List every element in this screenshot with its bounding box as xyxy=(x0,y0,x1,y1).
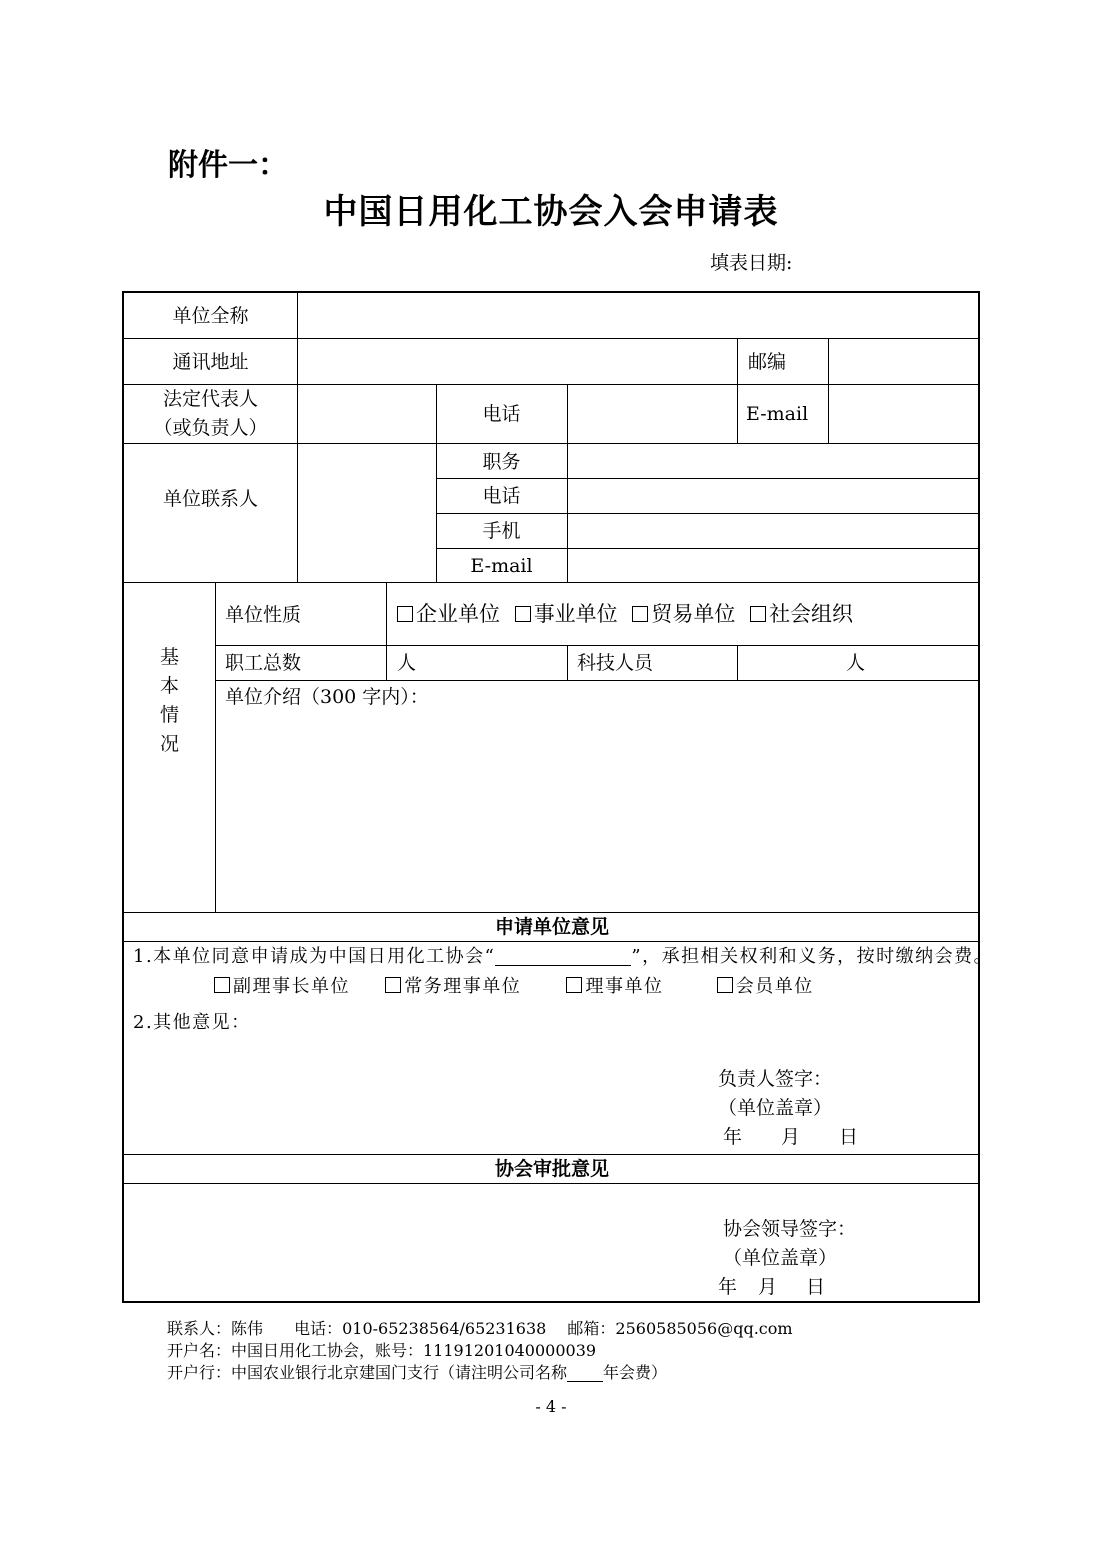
applicant-signature-label: 负责人签字： xyxy=(718,1068,833,1090)
legal-rep-field[interactable] xyxy=(298,385,436,443)
legal-rep-email-field[interactable] xyxy=(829,385,980,443)
contact-mobile-label: 手机 xyxy=(482,520,521,542)
member-level-options xyxy=(214,975,814,999)
postcode-field[interactable] xyxy=(829,339,980,384)
contact-position-label: 职务 xyxy=(482,451,521,473)
application-form xyxy=(122,291,994,1303)
footer-email: 邮箱：2560585056@qq.com xyxy=(567,1319,793,1338)
intro-field[interactable] xyxy=(216,713,980,911)
page-number: - 4 - xyxy=(535,1397,567,1416)
applicant-seal-label: （单位盖章） xyxy=(718,1097,833,1119)
checkbox-icon xyxy=(397,606,413,622)
fill-date-label: 填表日期: xyxy=(710,252,793,274)
unit-name-field[interactable] xyxy=(298,293,980,338)
association-date-month: 月 xyxy=(758,1276,778,1298)
nature-option-institution[interactable]: 事业单位 xyxy=(515,602,618,626)
footer-contact-line xyxy=(167,1316,793,1339)
member-option-standing-director[interactable]: 常务理事单位 xyxy=(385,976,521,997)
legal-rep-phone-field[interactable] xyxy=(568,385,737,443)
legal-rep-sublabel: （或负责人） xyxy=(153,417,268,439)
applicant-date-year: 年 xyxy=(723,1126,743,1148)
contact-mobile-field[interactable] xyxy=(568,514,980,548)
legal-rep-label: 法定代表人 xyxy=(162,388,258,410)
nature-option-social-org[interactable]: 社会组织 xyxy=(750,602,853,626)
checkbox-icon xyxy=(385,977,401,993)
address-label: 通讯地址 xyxy=(172,351,249,373)
tech-staff-label: 科技人员 xyxy=(577,652,654,674)
contact-email-field[interactable] xyxy=(568,549,980,582)
contact-name-field[interactable] xyxy=(298,444,436,582)
footer-contact: 联系人：陈伟 xyxy=(167,1319,264,1338)
applicant-opinion-header: 申请单位意见 xyxy=(494,916,609,938)
checkbox-icon xyxy=(214,977,230,993)
member-level-blank[interactable] xyxy=(495,945,631,966)
checkbox-icon xyxy=(632,606,648,622)
attachment-label: 附件一： xyxy=(168,148,288,183)
intro-label: 单位介绍（300 字内）： xyxy=(225,686,429,708)
applicant-consent-line: 1.本单位同意申请成为中国日用化工协会“ ”，承担相关权利和义务，按时缴纳会费。 xyxy=(133,946,994,967)
other-opinion-label: 2.其他意见： xyxy=(133,1012,251,1033)
contact-label: 单位联系人 xyxy=(162,488,258,510)
member-option-vice-chair[interactable]: 副理事长单位 xyxy=(214,976,350,997)
footer-phone: 电话：010-65238564/65231638 xyxy=(294,1319,547,1338)
staff-total-label: 职工总数 xyxy=(225,652,302,674)
staff-total-unit: 人 xyxy=(397,652,417,674)
applicant-date-month: 月 xyxy=(781,1126,801,1148)
contact-email-label: E-mail xyxy=(470,555,533,577)
member-option-director[interactable]: 理事单位 xyxy=(566,976,663,997)
association-seal-label: （单位盖章） xyxy=(723,1247,838,1269)
basic-info-char-4: 况 xyxy=(159,733,179,755)
page-title: 中国日用化工协会入会申请表 xyxy=(323,192,779,232)
association-date-year: 年 xyxy=(718,1276,738,1298)
nature-option-trade[interactable]: 贸易单位 xyxy=(632,602,735,626)
legal-rep-phone-label: 电话 xyxy=(482,403,521,425)
basic-info-char-1: 基 xyxy=(159,646,179,668)
checkbox-icon xyxy=(750,606,766,622)
contact-position-field[interactable] xyxy=(568,444,980,478)
tech-staff-unit: 人 xyxy=(846,652,866,674)
applicant-date-day: 日 xyxy=(839,1126,859,1148)
unit-nature-options xyxy=(397,602,853,626)
nature-option-enterprise[interactable]: 企业单位 xyxy=(397,602,500,626)
checkbox-icon xyxy=(717,977,733,993)
association-signature-label: 协会领导签字： xyxy=(723,1218,857,1240)
member-option-member[interactable]: 会员单位 xyxy=(717,976,814,997)
contact-phone-label: 电话 xyxy=(482,485,521,507)
basic-info-char-2: 本 xyxy=(159,675,179,697)
association-date-day: 日 xyxy=(806,1276,826,1298)
footer-bank-line xyxy=(167,1360,667,1383)
footer-bank: 开户行：中国农业银行北京建国门支行（请注明公司名称 xyxy=(167,1363,568,1382)
unit-name-label: 单位全称 xyxy=(172,305,249,327)
checkbox-icon xyxy=(515,606,531,622)
footer-bank-suffix: 年会费） xyxy=(603,1363,668,1382)
footer-account: 开户名：中国日用化工协会，账号：11191201040000039 xyxy=(167,1341,597,1360)
address-field[interactable] xyxy=(298,339,737,384)
postcode-label: 邮编 xyxy=(748,351,787,373)
legal-rep-email-label: E-mail xyxy=(746,403,809,425)
association-opinion-header: 协会审批意见 xyxy=(494,1158,609,1180)
footer-year-blank xyxy=(567,1363,603,1382)
checkbox-icon xyxy=(566,977,582,993)
unit-nature-label: 单位性质 xyxy=(225,604,302,626)
basic-info-char-3: 情 xyxy=(159,704,179,726)
contact-phone-field[interactable] xyxy=(568,479,980,513)
